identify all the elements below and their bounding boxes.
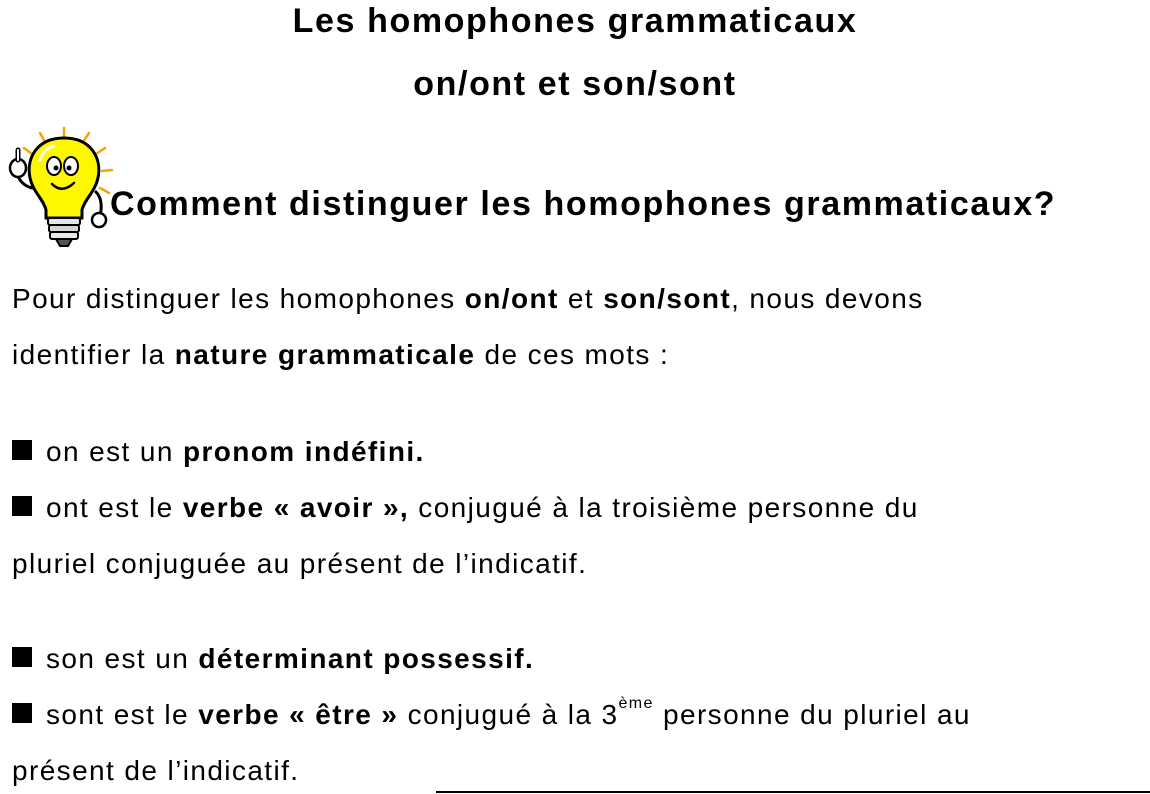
document-subtitle: on/ont et son/sont xyxy=(413,65,737,103)
bullet-square-icon xyxy=(12,703,32,723)
bullet-on: on est un pronom indéfini. xyxy=(12,436,425,468)
intro-line-1: Pour distinguer les homophones on/ont et son/sont, nous devons xyxy=(12,283,924,314)
bullet-sont: sont est le verbe « être » conjugué à la 3ème personne du pluriel au xyxy=(12,699,971,731)
bottom-rule xyxy=(436,791,1150,793)
section-heading: Comment distinguer les homophones grammaticaux? xyxy=(110,185,1057,223)
bullet-ont-continuation: pluriel conjuguée au présent de l’indicatif. xyxy=(12,548,588,579)
intro-line-2: identifier la nature grammaticale de ces mots : xyxy=(12,339,670,370)
lightbulb-mascot-icon xyxy=(4,126,116,252)
bullet-son: son est un déterminant possessif. xyxy=(12,643,534,675)
bullet-square-icon xyxy=(12,496,32,516)
bullet-ont: ont est le verbe « avoir », conjugué à la troisième personne du xyxy=(12,492,919,524)
bullet-square-icon xyxy=(12,647,32,667)
bullet-sont-continuation: présent de l’indicatif. xyxy=(12,755,300,786)
bullet-square-icon xyxy=(12,440,32,460)
document-title: Les homophones grammaticaux xyxy=(292,2,858,40)
